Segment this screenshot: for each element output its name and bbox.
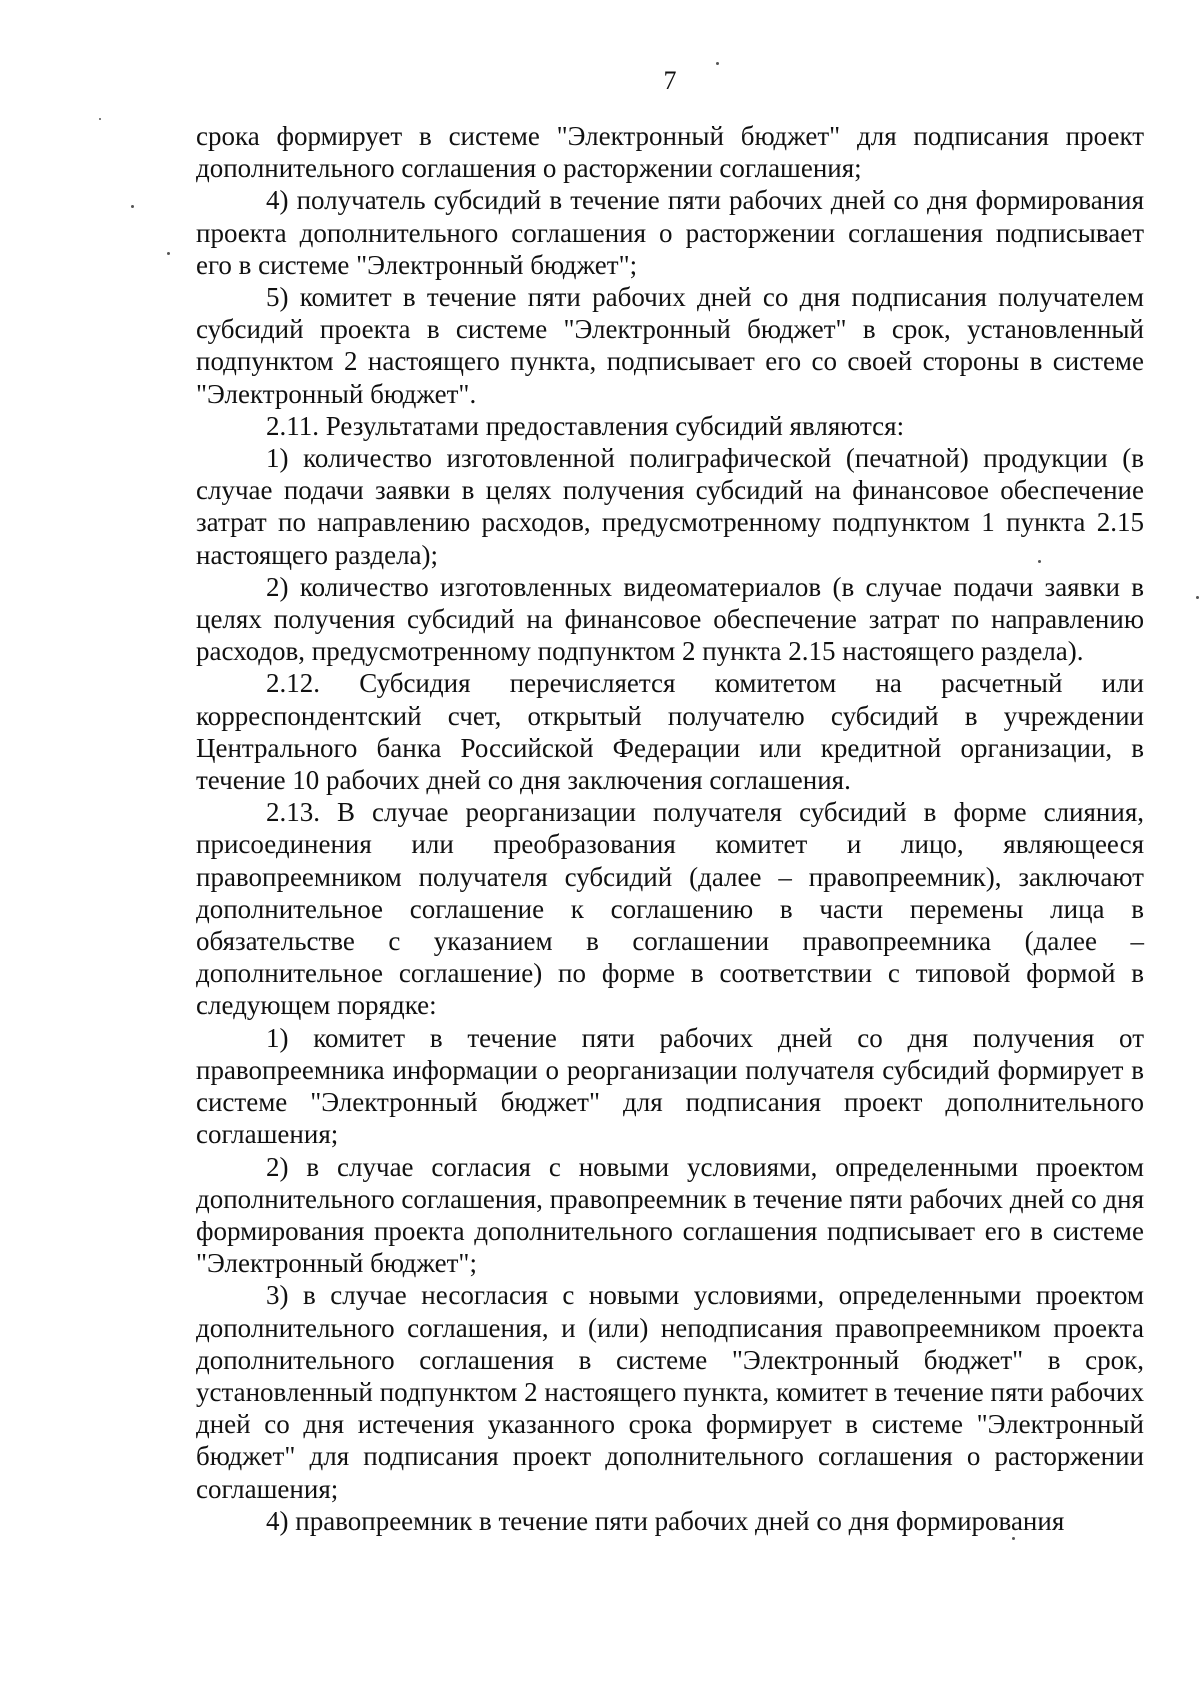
paragraph-item-1: 1) комитет в течение пяти рабочих дней со дня получения от правопреемника информации о реорганизации получателя субсидий формирует в системе "Электронный бюджет" для подписания проект дополнительного соглашения;	[196, 1022, 1144, 1150]
paragraph-item-2: 2) в случае согласия с новыми условиями, определенными проектом дополнительного соглашения, правопреемник в течение пяти рабочих дней со дня формирования проекта дополнительного соглашения подписывает его в системе "Электронный бюджет";	[196, 1151, 1144, 1279]
paragraph-item-5: 5) комитет в течение пяти рабочих дней со дня подписания получателем субсидий проекта в системе "Электронный бюджет" в срок, установленный подпунктом 2 настоящего пункта, подписывает его со своей стороны в системе "Электронный бюджет".	[196, 282, 1144, 409]
paragraph-item-1: 1) количество изготовленной полиграфической (печатной) продукции (в случае подачи заявки в целях получения субсидий на финансовое обеспечение затрат по направлению расходов, предусмотренному подпунктом 1 пункта 2.15 настоящего раздела);	[196, 443, 1144, 570]
document-body	[196, 120, 1144, 1537]
scan-speck	[1196, 596, 1199, 599]
paragraph-item-2: 2) количество изготовленных видеоматериалов (в случае подачи заявки в целях получения субсидий на финансовое обеспечение затрат по направлению расходов, предусмотренному подпунктом 2 пункта 2.15 настоящего раздела).	[196, 571, 1144, 667]
paragraph-section-2-11: 2.11. Результатами предоставления субсидий являются:	[266, 410, 905, 441]
scan-speck	[131, 205, 134, 208]
paragraph-item-4: 4) правопреемник в течение пяти рабочих дней со дня формирования	[266, 1505, 1065, 1536]
scan-speck	[1012, 1537, 1015, 1540]
scan-speck	[99, 118, 101, 120]
paragraph-continuation: срока формирует в системе "Электронный бюджет" для подписания проект дополнительного соглашения о расторжении соглашения;	[196, 121, 1144, 184]
paragraph-section-2-13: 2.13. В случае реорганизации получателя субсидий в форме слияния, присоединения или преобразования комитет и лицо, являющееся правопреемником получателя субсидий (далее – правопреемник), заключают дополнительное соглашение к соглашению в части перемены лица в обязательстве с указанием в соглашении правопреемника (далее – дополнительное соглашение) по форме в соответствии с типовой формой в следующем порядке:	[196, 797, 1144, 1021]
page-number: 7	[663, 66, 677, 95]
paragraph-section-2-12: 2.12. Субсидия перечисляется комитетом на расчетный или корреспондентский счет, открытый получателю субсидий в учреждении Центрального банка Российской Федерации или кредитной организации, в течение 10 рабочих дней со дня заключения соглашения.	[196, 668, 1144, 796]
scan-speck	[1038, 560, 1041, 563]
scan-speck	[167, 252, 170, 255]
paragraph-item-4: 4) получатель субсидий в течение пяти рабочих дней со дня формирования проекта дополнительного соглашения о расторжении соглашения подписывает его в системе "Электронный бюджет";	[196, 185, 1144, 280]
scan-speck	[716, 62, 719, 65]
paragraph-item-3: 3) в случае несогласия с новыми условиями, определенными проектом дополнительного соглашения, и (или) неподписания правопреемником проекта дополнительного соглашения в системе "Электронный бюджет" в срок, установленный подпунктом 2 настоящего пункта, комитет в течение пяти рабочих дней со дня истечения указанного срока формирует в системе "Электронный бюджет" для подписания проект дополнительного соглашения о расторжении соглашения;	[196, 1280, 1144, 1504]
